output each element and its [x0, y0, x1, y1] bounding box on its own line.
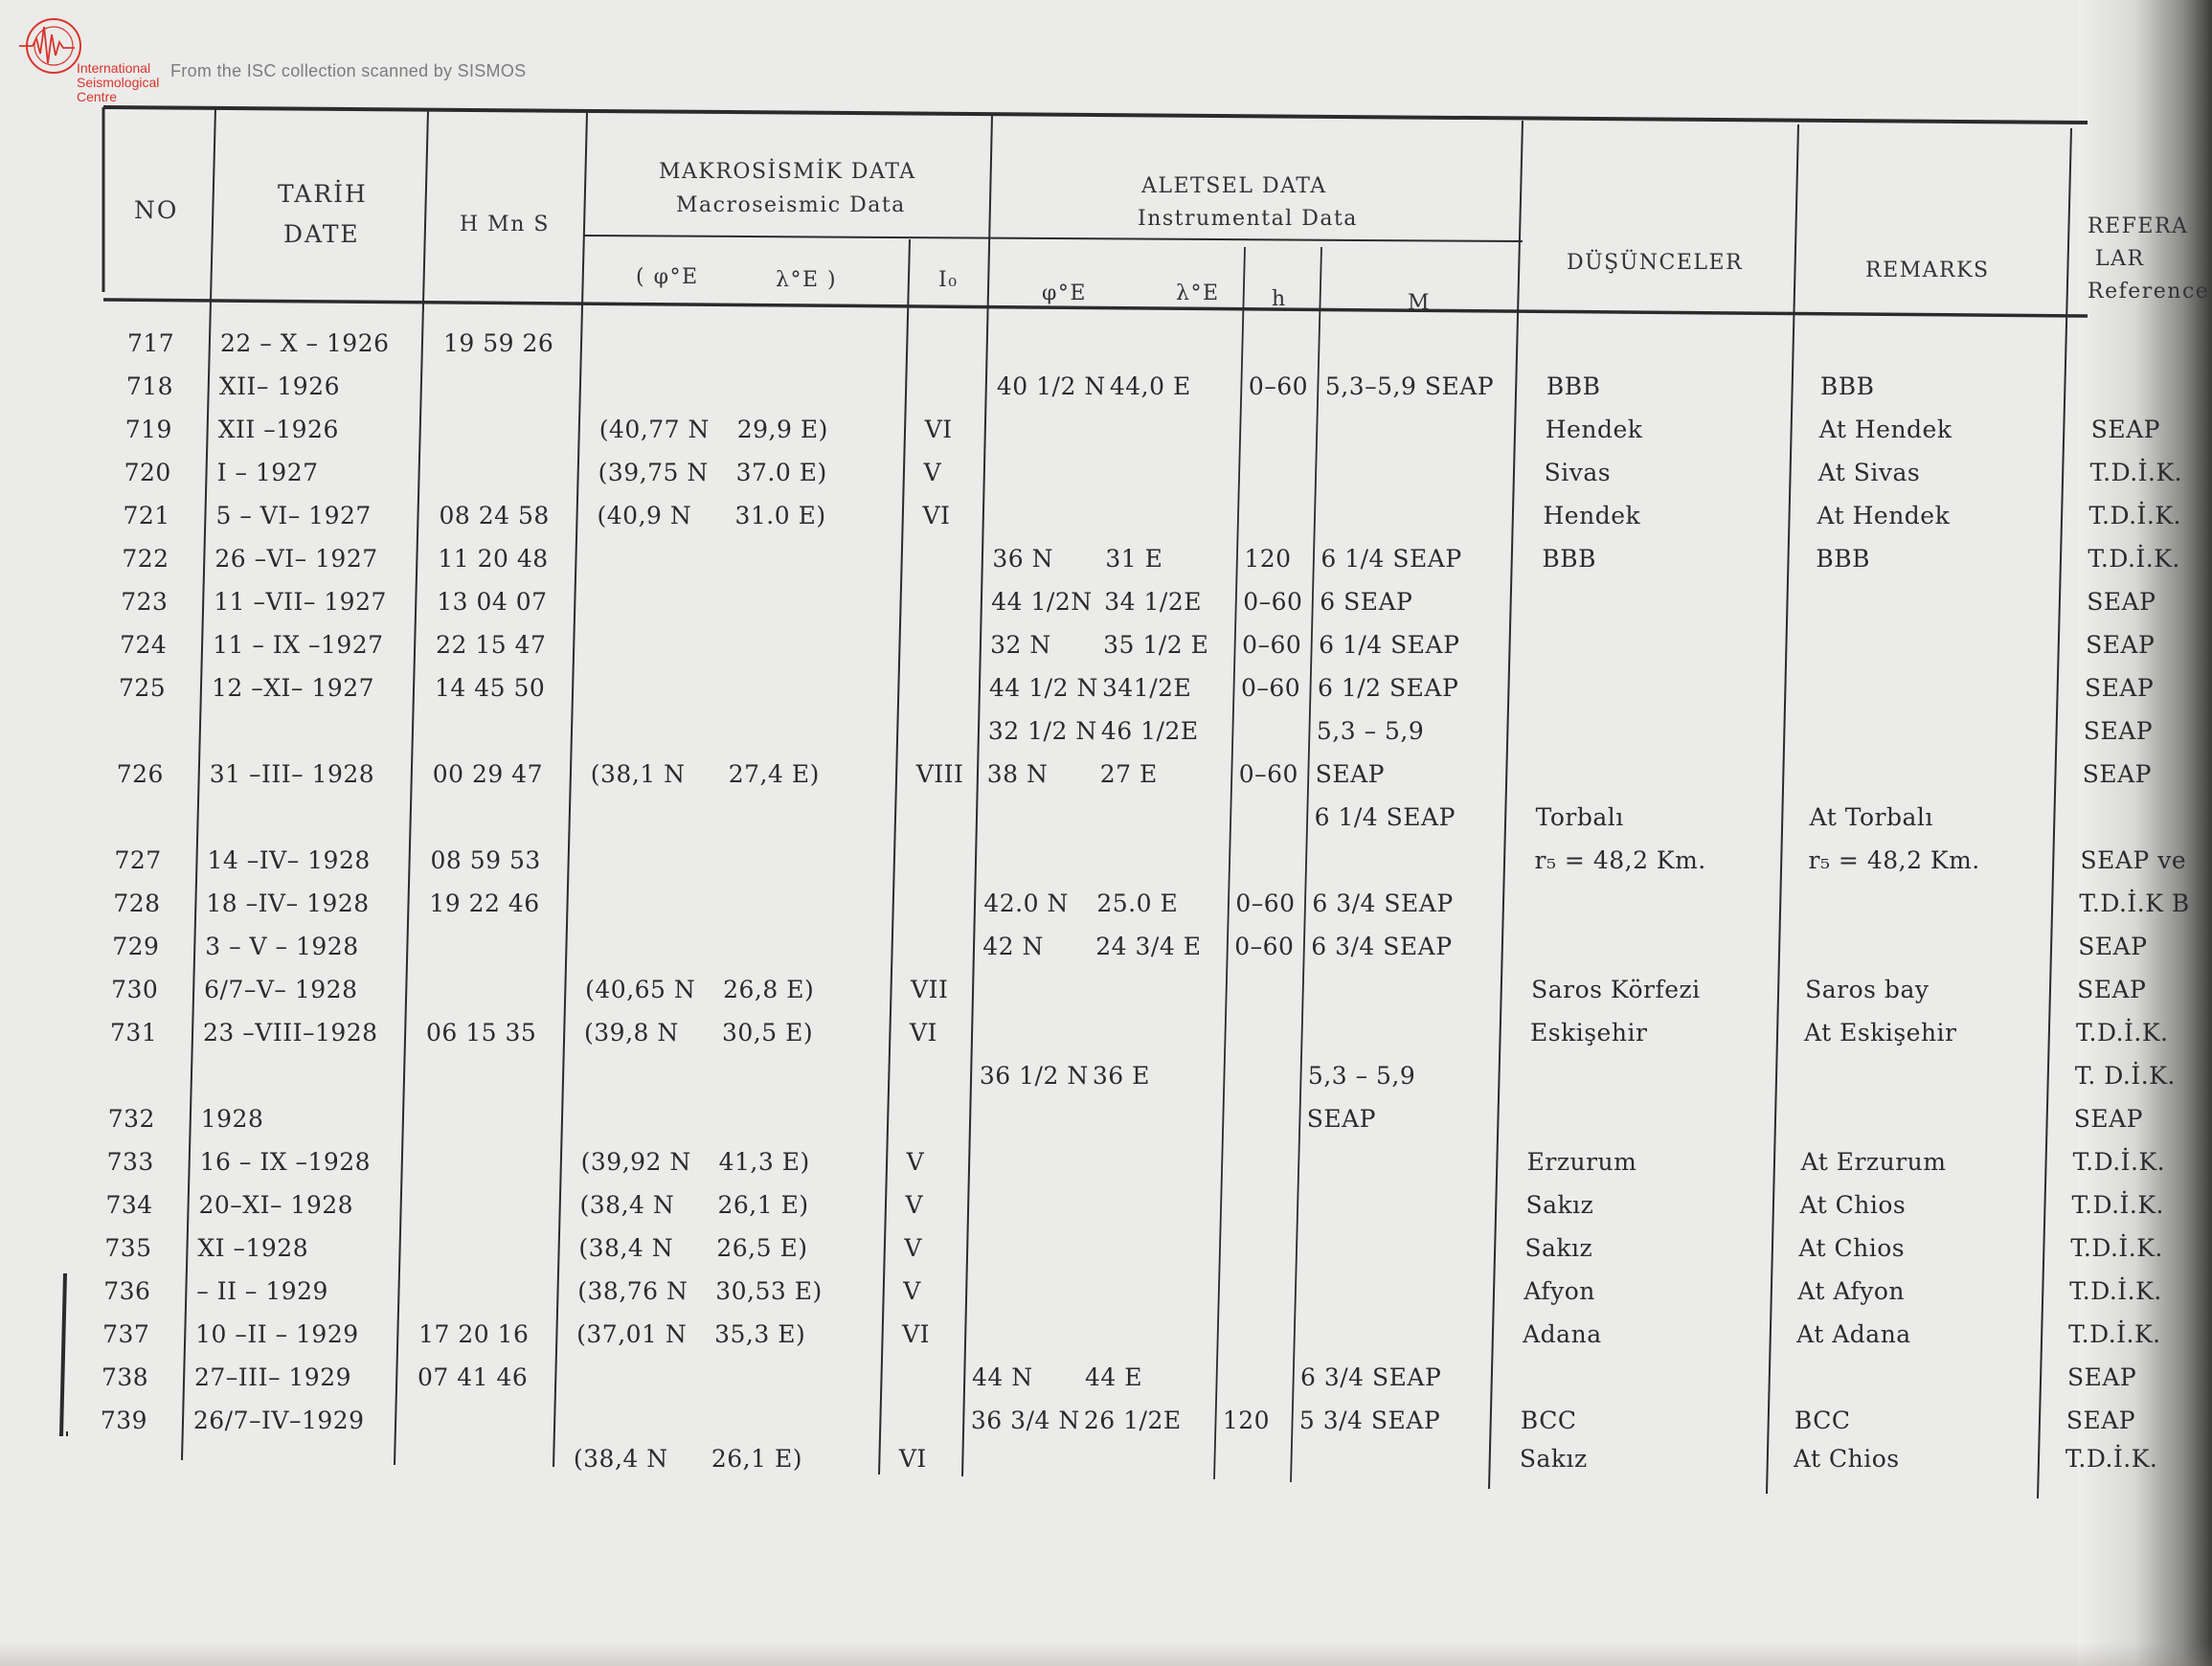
cell-ref: T.D.İ.K. — [2072, 1148, 2166, 1176]
cell-ref: T.D.İ.K. — [2069, 1277, 2162, 1305]
cell-ref: SEAP — [2086, 631, 2156, 659]
cell-no: 717 — [127, 329, 175, 357]
cell-mag: 5 3/4 SEAP — [1298, 1407, 1441, 1434]
cell-a-lon: 25.0 E — [1096, 889, 1179, 917]
cell-rem: At Chios — [1793, 1445, 1900, 1473]
cell-date: 23 –VIII–1928 — [203, 1019, 378, 1047]
cell-mag: 6 1/4 SEAP — [1320, 545, 1462, 573]
cell-dus: BBB — [1546, 372, 1601, 400]
cell-date: 14 –IV– 1928 — [207, 846, 371, 874]
header-hms: H Mn S — [460, 213, 550, 236]
cell-time: 17 20 16 — [418, 1320, 530, 1348]
cell-a-lon: 44 E — [1085, 1363, 1143, 1391]
cell-no: 729 — [112, 933, 160, 960]
cell-time: 19 22 46 — [429, 889, 540, 917]
cell-no: 725 — [119, 674, 167, 702]
cell-h: 120 — [1222, 1407, 1271, 1434]
cell-m-lon: 26,1 E) — [711, 1445, 802, 1473]
cell-no: 738 — [102, 1363, 149, 1391]
cell-rem: At Torbalı — [1809, 803, 1933, 831]
cell-dus: Saros Körfezi — [1531, 976, 1701, 1003]
cell-ref: T.D.İ.K. — [2068, 1320, 2161, 1348]
header-aletsel: ALETSEL DATA — [1141, 174, 1327, 198]
cell-io: VI — [910, 1019, 937, 1047]
cell-m-lat: (38,4 N — [578, 1234, 674, 1262]
cell-io: VI — [898, 1445, 927, 1473]
cell-no: 728 — [113, 889, 161, 917]
cell-mag: 6 3/4 SEAP — [1312, 889, 1454, 917]
cell-ref: T. D.İ.K. — [2074, 1062, 2176, 1090]
cell-a-lon: 44,0 E — [1109, 372, 1191, 400]
cell-no: 726 — [116, 760, 164, 788]
cell-ref: SEAP — [2073, 1105, 2144, 1133]
cell-ref: SEAP — [2077, 976, 2147, 1003]
cell-a-lon: 34 1/2E — [1104, 588, 1202, 616]
cell-no: 722 — [122, 545, 169, 573]
cell-no: 721 — [123, 502, 170, 529]
cell-ref: SEAP ve — [2080, 846, 2187, 874]
cell-time: 06 15 35 — [426, 1019, 537, 1047]
cell-ref: T.D.İ.K. — [2088, 502, 2181, 529]
cell-io: VIII — [915, 760, 964, 788]
cell-mag: 5,3 – 5,9 — [1316, 717, 1425, 745]
cell-a-lat: 42.0 N — [983, 889, 1069, 917]
cell-h: 0–60 — [1242, 631, 1302, 659]
cell-dus: Hendek — [1543, 502, 1641, 529]
cell-io: VII — [911, 976, 949, 1003]
cell-rem: At Hendek — [1818, 416, 1952, 443]
cell-m-lon: 41,3 E) — [718, 1148, 810, 1176]
header-references: Reference — [2088, 280, 2210, 304]
cell-ref: SEAP — [2082, 760, 2153, 788]
cell-rem: Saros bay — [1805, 976, 1930, 1003]
cell-a-lat: 32 N — [990, 631, 1051, 659]
header-date: DATE — [283, 220, 360, 248]
header-aletsel-h: h — [1272, 287, 1287, 311]
cell-rem: At Erzurum — [1800, 1148, 1947, 1176]
cell-mag: 6 3/4 SEAP — [1300, 1363, 1442, 1391]
cell-m-lat: (40,77 N — [598, 416, 710, 443]
cell-ref: SEAP — [2083, 717, 2154, 745]
cell-rem: At Sivas — [1817, 459, 1921, 486]
cell-date: I – 1927 — [216, 459, 319, 486]
header-tarih: TARİH — [278, 180, 368, 208]
cell-time: 08 24 58 — [439, 502, 550, 529]
cell-a-lat: 32 1/2 N — [987, 717, 1097, 745]
cell-a-lat: 36 3/4 N — [970, 1407, 1080, 1434]
cell-m-lon: 31.0 E) — [734, 502, 826, 529]
header-dusunceler: DÜŞÜNCELER — [1567, 251, 1744, 275]
cell-no: 732 — [107, 1105, 155, 1133]
cell-m-lat: (40,65 N — [585, 976, 696, 1003]
cell-a-lon: 27 E — [1099, 760, 1158, 788]
cell-ref: T.D.İ.K. — [2089, 459, 2183, 486]
cell-a-lat: 44 1/2N — [991, 588, 1093, 616]
cell-no: 737 — [102, 1320, 150, 1348]
cell-no: 720 — [124, 459, 171, 486]
header-aletsel-m: M — [1408, 291, 1432, 315]
cell-rem: At Eskişehir — [1804, 1019, 1957, 1047]
cell-h: 120 — [1244, 545, 1292, 573]
cell-ref: SEAP — [2067, 1363, 2137, 1391]
cell-dus: Torbalı — [1535, 803, 1624, 831]
cell-h: 0–60 — [1248, 372, 1309, 400]
cell-no: 719 — [124, 416, 172, 443]
cell-rem: At Adana — [1796, 1320, 1911, 1348]
cell-rem: At Chios — [1798, 1234, 1906, 1262]
cell-m-lat: (39,75 N — [598, 459, 709, 486]
cell-h: 0–60 — [1234, 933, 1295, 960]
cell-date: 22 – X – 1926 — [220, 329, 390, 357]
cell-date: 3 – V – 1928 — [205, 933, 359, 960]
cell-ref: T.D.İ.K. — [2071, 1191, 2164, 1219]
header-referans: REFERA — [2088, 214, 2189, 238]
cell-dus: Eskişehir — [1530, 1019, 1648, 1047]
cell-dus: Sakız — [1524, 1234, 1593, 1262]
cell-a-lon: 341/2E — [1102, 674, 1192, 702]
cell-no: 735 — [104, 1234, 152, 1262]
cell-dus: Sakız — [1519, 1445, 1588, 1473]
cell-mag: 5,3–5,9 SEAP — [1324, 372, 1495, 400]
cell-m-lon: 27,4 E) — [728, 760, 820, 788]
cell-ref: T.D.İ.K. — [2076, 1019, 2169, 1047]
cell-a-lat: 44 N — [972, 1363, 1033, 1391]
cell-dus: Erzurum — [1526, 1148, 1637, 1176]
cell-ref: T.D.İ.K. — [2070, 1234, 2163, 1262]
cell-date: 1928 — [200, 1105, 264, 1133]
bottom-shadow — [0, 1642, 2212, 1666]
cell-ref: T.D.İ.K. — [2065, 1445, 2158, 1473]
cell-mag: 5,3 – 5,9 — [1307, 1062, 1416, 1090]
cell-m-lon: 29,9 E) — [736, 416, 828, 443]
cell-ref: SEAP — [2085, 674, 2155, 702]
cell-mag: 6 3/4 SEAP — [1311, 933, 1453, 960]
cell-a-lat: 40 1/2 N — [996, 372, 1106, 400]
cell-io: V — [923, 459, 942, 486]
cell-rem: BCC — [1794, 1407, 1851, 1434]
cell-time: 08 59 53 — [430, 846, 541, 874]
cell-dus: Adana — [1523, 1320, 1602, 1348]
cell-dus: Afyon — [1524, 1277, 1595, 1305]
cell-time: 14 45 50 — [435, 674, 546, 702]
header-makro-lat: ( φ°E — [636, 265, 699, 289]
cell-mag: 6 1/4 SEAP — [1314, 803, 1456, 831]
header-makro-io: I₀ — [938, 268, 959, 292]
cell-h: 0–60 — [1235, 889, 1296, 917]
cell-date: 26 –VI– 1927 — [214, 545, 378, 573]
cell-date: XII –1926 — [217, 416, 339, 443]
cell-date: 5 – VI– 1927 — [215, 502, 372, 529]
cell-dus: Sakız — [1525, 1191, 1594, 1219]
cell-io: VI — [922, 502, 951, 529]
header-makro: MAKROSİSMİK DATA — [659, 160, 916, 184]
cell-rem: At Hendek — [1817, 502, 1951, 529]
cell-a-lon: 36 E — [1092, 1062, 1150, 1090]
cell-no: 736 — [103, 1277, 151, 1305]
cell-io: VI — [902, 1320, 931, 1348]
cell-no: 730 — [111, 976, 159, 1003]
cell-rem: BBB — [1816, 545, 1870, 573]
cell-m-lon: 37.0 E) — [735, 459, 827, 486]
cell-no: 724 — [120, 631, 168, 659]
cell-io: VI — [924, 416, 953, 443]
cell-no: 731 — [110, 1019, 158, 1047]
header-aletsel-lon: λ°E — [1176, 281, 1220, 305]
cell-rem: BBB — [1819, 372, 1875, 400]
collection-caption: From the ISC collection scanned by SISMOS — [170, 61, 527, 80]
cell-time: 00 29 47 — [432, 760, 544, 788]
cell-date: 11 –VII– 1927 — [214, 588, 387, 616]
cell-m-lat: (38,4 N — [573, 1445, 668, 1473]
cell-date: XII– 1926 — [218, 372, 340, 400]
cell-io: V — [905, 1191, 924, 1219]
cell-a-lon: 24 3/4 E — [1095, 933, 1202, 960]
cell-h: 0–60 — [1243, 588, 1303, 616]
cell-date: 27–III– 1929 — [194, 1363, 352, 1391]
cell-a-lon: 26 1/2E — [1083, 1407, 1182, 1434]
cell-io: V — [906, 1148, 925, 1176]
header-lar: LAR — [2095, 247, 2145, 271]
cell-no: 733 — [106, 1148, 154, 1176]
cell-date: 31 –III– 1928 — [209, 760, 375, 788]
cell-m-lat: (40,9 N — [597, 502, 692, 529]
cell-a-lat: 42 N — [982, 933, 1044, 960]
cell-time: 22 15 47 — [436, 631, 547, 659]
cell-time: 07 41 46 — [418, 1363, 529, 1391]
cell-ref: SEAP — [2078, 933, 2148, 960]
cell-date: 10 –II – 1929 — [195, 1320, 359, 1348]
cell-mag: SEAP — [1306, 1105, 1377, 1133]
cell-dus: Sivas — [1544, 459, 1612, 486]
cell-m-lat: (39,8 N — [584, 1019, 679, 1047]
cell-m-lon: 30,53 E) — [715, 1277, 823, 1305]
cell-io: V — [904, 1234, 922, 1262]
cell-rem: r₅ = 48,2 Km. — [1808, 846, 1980, 874]
cell-date: – II – 1929 — [196, 1277, 328, 1305]
header-makro-lon: λ°E ) — [776, 268, 838, 292]
cell-no: 718 — [125, 372, 174, 400]
header-makro-en: Macroseismic Data — [676, 193, 906, 217]
cell-dus: BBB — [1542, 545, 1596, 573]
cell-no: 727 — [114, 846, 162, 874]
cell-m-lat: (39,92 N — [580, 1148, 691, 1176]
cell-m-lon: 26,1 E) — [717, 1191, 809, 1219]
cell-io: V — [903, 1277, 921, 1305]
cell-rem: At Afyon — [1797, 1277, 1906, 1305]
cell-ref: SEAP — [2065, 1407, 2136, 1434]
cell-a-lon: 46 1/2E — [1100, 717, 1199, 745]
cell-m-lon: 30,5 E) — [722, 1019, 814, 1047]
cell-time: 13 04 07 — [437, 588, 548, 616]
cell-date: 26/7–IV–1929 — [192, 1407, 365, 1434]
header-aletsel-en: Instrumental Data — [1138, 207, 1358, 231]
cell-m-lon: 26,5 E) — [716, 1234, 808, 1262]
cell-a-lon: 31 E — [1105, 545, 1163, 573]
cell-date: 12 –XI– 1927 — [212, 674, 375, 702]
cell-dus: r₅ = 48,2 Km. — [1534, 846, 1706, 874]
cell-a-lat: 38 N — [986, 760, 1049, 788]
cell-mag: 6 SEAP — [1320, 588, 1413, 616]
cell-ref: SEAP — [2090, 416, 2161, 443]
cell-mag: 6 1/2 SEAP — [1318, 674, 1459, 702]
cell-date: 6/7–V– 1928 — [204, 976, 358, 1003]
cell-no: 739 — [100, 1407, 148, 1434]
cell-date: 20–XI– 1928 — [198, 1191, 354, 1219]
cell-ref: T.D.İ.K. — [2088, 545, 2180, 573]
cell-time: 19 59 26 — [443, 329, 554, 357]
cell-h: 0–60 — [1241, 674, 1301, 702]
cell-dus: BCC — [1520, 1407, 1577, 1434]
cell-h: 0–60 — [1238, 760, 1298, 788]
cell-mag: 6 1/4 SEAP — [1319, 631, 1460, 659]
cell-date: 11 – IX –1927 — [213, 631, 384, 659]
cell-m-lat: (38,76 N — [577, 1277, 688, 1305]
cell-m-lat: (38,1 N — [590, 760, 686, 788]
cell-a-lon: 35 1/2 E — [1103, 631, 1209, 659]
cell-m-lat: (38,4 N — [579, 1191, 675, 1219]
cell-mag: SEAP — [1315, 760, 1386, 788]
cell-date: 16 – IX –1928 — [199, 1148, 372, 1176]
isc-org-name: International Seismological Centre — [77, 60, 160, 104]
cell-ref: SEAP — [2087, 588, 2156, 616]
cell-a-lat: 36 1/2 N — [979, 1062, 1089, 1090]
cell-m-lat: (37,01 N — [576, 1320, 688, 1348]
cell-date: XI –1928 — [197, 1234, 309, 1262]
header-remarks: REMARKS — [1865, 259, 1990, 282]
cell-no: 734 — [105, 1191, 153, 1219]
header-no: NO — [134, 196, 179, 224]
cell-a-lat: 36 N — [992, 545, 1054, 573]
cell-m-lon: 26,8 E) — [723, 976, 815, 1003]
cell-dus: Hendek — [1545, 416, 1643, 443]
cell-time: 11 20 48 — [438, 545, 549, 573]
cell-date: 18 –IV– 1928 — [206, 889, 370, 917]
cell-rem: At Chios — [1799, 1191, 1907, 1219]
cell-a-lat: 44 1/2 N — [989, 674, 1098, 702]
cell-no: 723 — [121, 588, 169, 616]
cell-m-lon: 35,3 E) — [714, 1320, 806, 1348]
header-aletsel-lat: φ°E — [1042, 281, 1087, 305]
cell-ref: T.D.İ.K B — [2079, 889, 2190, 917]
